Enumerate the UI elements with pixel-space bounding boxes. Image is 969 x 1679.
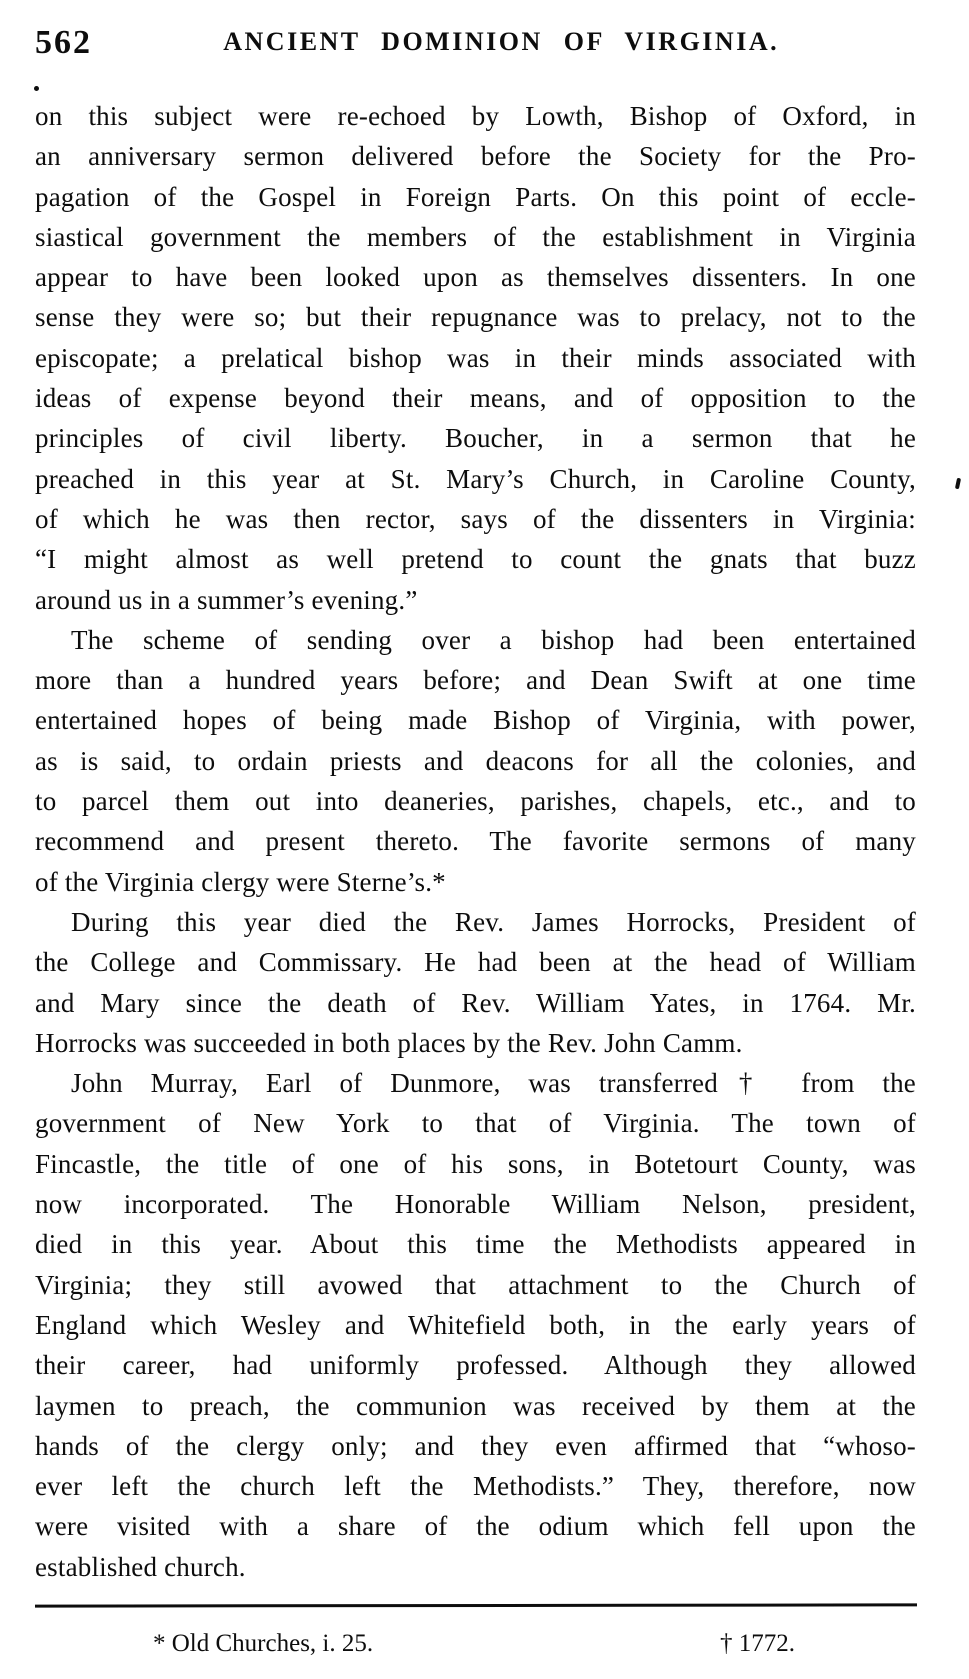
text-line: government of New York to that of Virginia. The town of bbox=[35, 1108, 916, 1139]
text-line: of the Virginia clergy were Sterne’s.* bbox=[35, 866, 446, 897]
text-line: Fincastle, the title of one of his sons, in Botetourt County, was bbox=[35, 1148, 916, 1179]
body-text bbox=[35, 96, 916, 1587]
text-line: principles of civil liberty. Boucher, in a sermon that he bbox=[35, 423, 916, 454]
text-line: their career, had uniformly professed. Although they allowed bbox=[35, 1350, 916, 1381]
text-line: an anniversary sermon delivered before the Society for the Pro- bbox=[35, 141, 916, 172]
text-line: entertained hopes of being made Bishop of Virginia, with power, bbox=[35, 705, 916, 736]
text-line: on this subject were re-echoed by Lowth, Bishop of Oxford, in bbox=[35, 101, 916, 131]
footnote-year: † 1772. bbox=[720, 1630, 795, 1657]
ink-speck bbox=[34, 86, 39, 91]
text-line: recommend and present thereto. The favorite sermons of many bbox=[35, 826, 916, 857]
text-line: siastical government the members of the establishment in Virginia bbox=[35, 221, 916, 252]
text-line: John Murray, Earl of Dunmore, was transferred† from the bbox=[71, 1068, 916, 1099]
text-line: pagation of the Gospel in Foreign Parts. On this point of eccle- bbox=[35, 181, 916, 212]
text-line: more than a hundred years before; and Dean Swift at one time bbox=[35, 665, 916, 696]
text-line: hands of the clergy only; and they even affirmed that “whoso- bbox=[35, 1430, 916, 1461]
text-line: established church. bbox=[35, 1551, 246, 1582]
text-line: now incorporated. The Honorable William Nelson, president, bbox=[35, 1189, 916, 1220]
running-head bbox=[0, 26, 969, 62]
text-line: preached in this year at St. Mary’s Church, in Caroline County, bbox=[35, 463, 916, 494]
paragraph bbox=[35, 620, 916, 902]
text-line: ideas of expense beyond their means, and of opposition to the bbox=[35, 383, 916, 414]
text-line: sense they were so; but their repugnance was to prelacy, not to the bbox=[35, 302, 916, 333]
text-line: died in this year. About this time the Methodists appeared in bbox=[35, 1229, 916, 1260]
text-line: were visited with a share of the odium which fell upon the bbox=[35, 1511, 916, 1542]
paragraph bbox=[35, 902, 916, 1063]
text-line: episcopate; a prelatical bishop was in their minds associated with bbox=[35, 342, 916, 373]
text-line: Horrocks was succeeded in both places by the Rev. John Camm. bbox=[35, 1027, 743, 1058]
page-number: 562 bbox=[35, 24, 92, 61]
footnotes bbox=[35, 1624, 917, 1664]
paragraph bbox=[35, 1063, 916, 1587]
text-line: around us in a summer’s evening.” bbox=[35, 584, 418, 615]
text-line: as is said, to ordain priests and deacons for all the colonies, and bbox=[35, 745, 916, 776]
footnote-rule bbox=[35, 1603, 917, 1607]
text-line: to parcel them out into deaneries, parishes, chapels, etc., and to bbox=[35, 786, 916, 817]
text-line: During this year died the Rev. James Horrocks, President of bbox=[71, 906, 916, 937]
text-line: The scheme of sending over a bishop had been entertained bbox=[71, 624, 916, 655]
ink-speck bbox=[955, 478, 961, 490]
running-title: ANCIENT DOMINION OF VIRGINIA. bbox=[223, 27, 780, 56]
paragraph bbox=[35, 96, 916, 620]
text-line: “I might almost as well pretend to count the gnats that buzz bbox=[35, 544, 916, 575]
text-line: Virginia; they still avowed that attachment to the Church of bbox=[35, 1269, 916, 1300]
text-line: ever left the church left the Methodists.” They, therefore, now bbox=[35, 1471, 916, 1502]
text-line: appear to have been looked upon as themselves dissenters. In one bbox=[35, 262, 916, 293]
text-line: England which Wesley and Whitefield both, in the early years of bbox=[35, 1309, 916, 1340]
text-line: the College and Commissary. He had been at the head of William bbox=[35, 947, 916, 978]
text-line: laymen to preach, the communion was received by them at the bbox=[35, 1390, 916, 1421]
text-line: and Mary since the death of Rev. William Yates, in 1764. Mr. bbox=[35, 987, 916, 1018]
footnote-citation: * Old Churches, i. 25. bbox=[153, 1630, 374, 1657]
text-line: of which he was then rector, says of the dissenters in Virginia: bbox=[35, 503, 916, 534]
